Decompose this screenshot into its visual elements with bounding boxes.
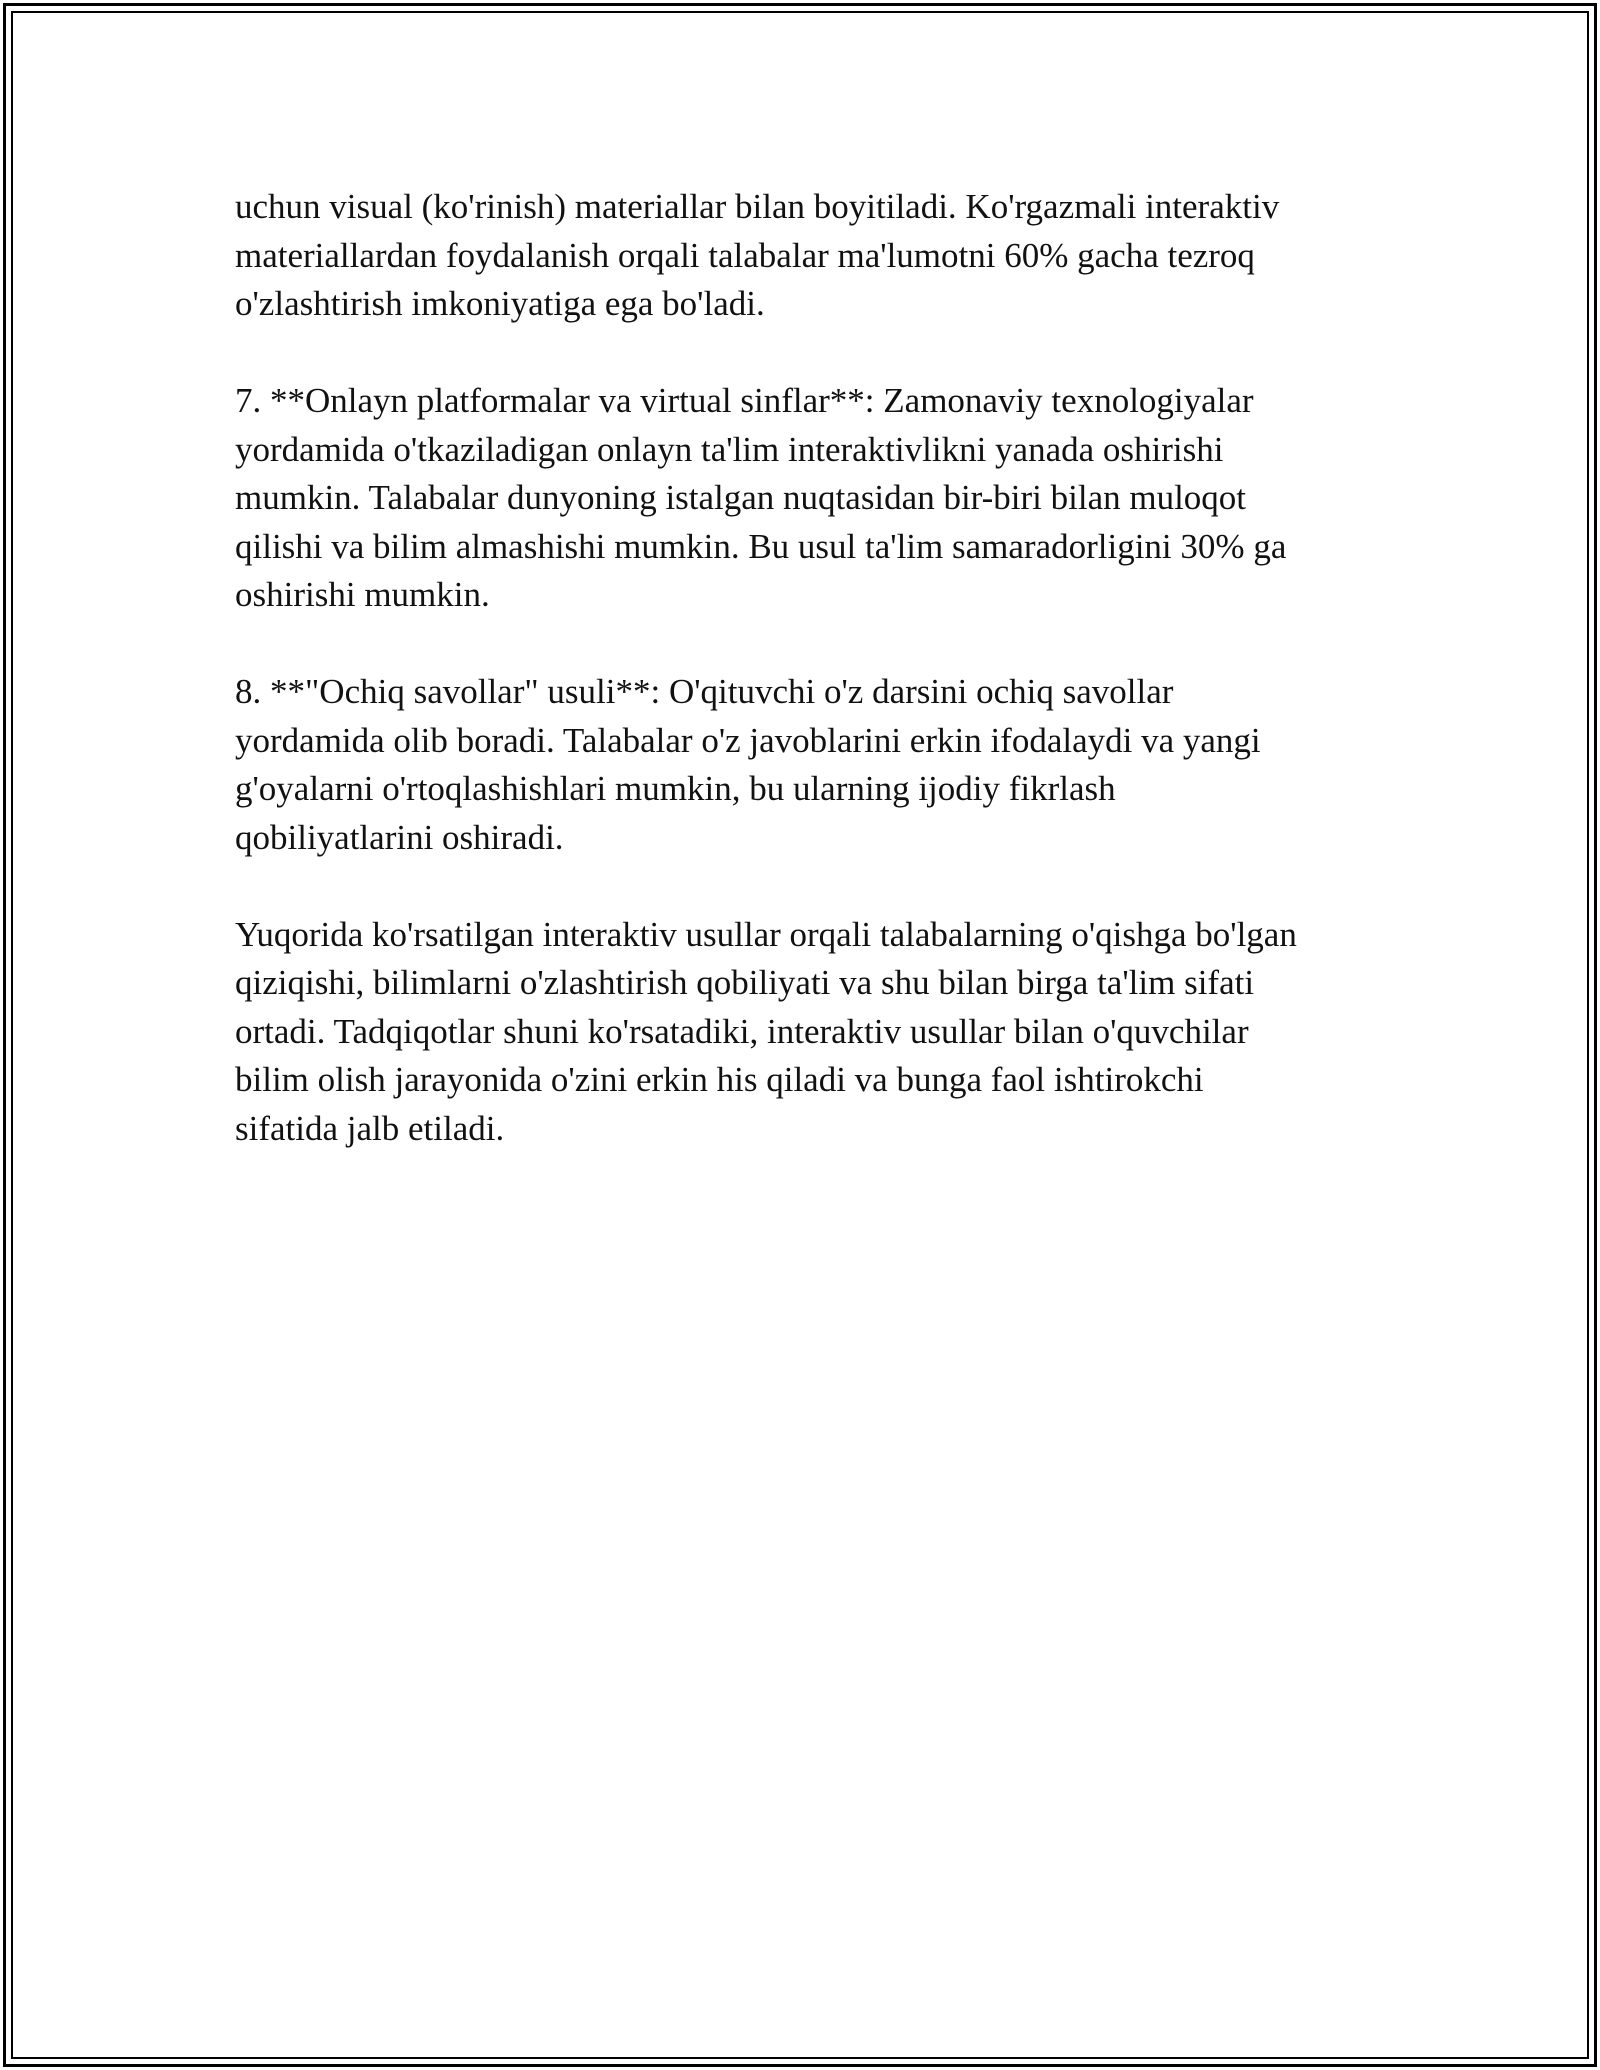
text-line: oshirishi mumkin.	[235, 575, 490, 614]
text-line: qobiliyatlarini oshiradi.	[235, 817, 564, 857]
text-line: g'oyalarni o'rtoqlashishlari mumkin, bu ularning ijodiy fikrlash	[235, 769, 1116, 808]
text-line: materiallardan foydalanish orqali talabalar ma'lumotni 60% gacha tezroq	[235, 235, 1255, 275]
text-line: uchun visual (ko'rinish) materiallar bilan boyitiladi. Ko'rgazmali interaktiv	[235, 187, 1280, 226]
text-line: 8. **"Ochiq savollar" usuli**: O'qituvchi o'z darsini ochiq savollar	[235, 672, 1174, 711]
text-line: mumkin. Talabalar dunyoning istalgan nuqtasidan bir-biri bilan muloqot	[235, 478, 1247, 517]
paragraph-online-platforms	[235, 377, 1375, 620]
text-line: yordamida olib boradi. Talabalar o'z javoblarini erkin ifodalaydi va yangi	[235, 720, 1261, 760]
document-body	[235, 183, 1375, 1202]
text-line: Yuqorida ko'rsatilgan interaktiv usullar orqali talabalarning o'qishga bo'lgan	[235, 914, 1297, 954]
paragraph-conclusion	[235, 911, 1375, 1154]
paragraph-open-questions	[235, 668, 1375, 862]
text-line: qilishi va bilim almashishi mumkin. Bu usul ta'lim samaradorligini 30% ga	[235, 526, 1287, 566]
text-line: yordamida o'tkaziladigan onlayn ta'lim interaktivlikni yanada oshirishi	[235, 429, 1224, 469]
text-line: sifatida jalb etiladi.	[235, 1108, 505, 1148]
text-line: bilim olish jarayonida o'zini erkin his qiladi va bunga faol ishtirokchi	[235, 1060, 1204, 1099]
text-line: 7. **Onlayn platformalar va virtual sinflar**: Zamonaviy texnologiyalar	[235, 381, 1254, 420]
text-line: ortadi. Tadqiqotlar shuni ko'rsatadiki, interaktiv usullar bilan o'quvchilar	[235, 1011, 1249, 1051]
paragraph-visual-materials	[235, 183, 1375, 329]
text-line: qiziqishi, bilimlarni o'zlashtirish qobiliyati va shu bilan birga ta'lim sifati	[235, 963, 1255, 1002]
text-line: o'zlashtirish imkoniyatiga ega bo'ladi.	[235, 284, 765, 323]
